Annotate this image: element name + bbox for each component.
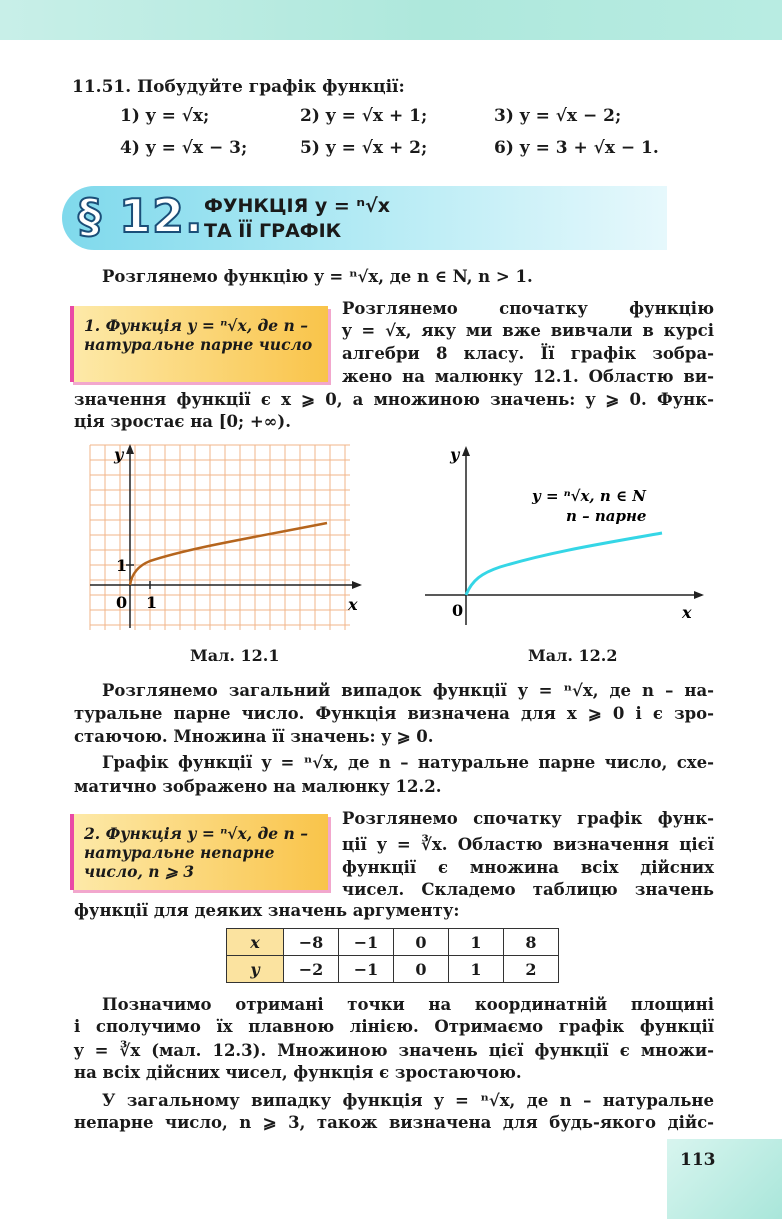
table-cell: 0 (394, 956, 449, 983)
fig1-y-one-label: 1 (116, 556, 128, 575)
para5-line1: Позначимо отримані точки на координатній площині (102, 995, 714, 1014)
fig2-x-label: x (682, 603, 692, 622)
fig2-formula: y = ⁿ√x, n ∈ N (532, 487, 647, 505)
fig1-y-label: y (114, 445, 124, 464)
table-header-x: x (227, 929, 284, 956)
para2-line1: Розглянемо загальний випадок функції y = ⁿ√x, де n – на- (102, 681, 714, 700)
table-cell: 8 (504, 929, 559, 956)
para6-line2: непарне число, n ⩾ 3, також визначена для будь-якого дійс- (74, 1113, 714, 1132)
para1-line1: Розглянемо спочатку функцію (342, 299, 714, 318)
table-cell: 2 (504, 956, 559, 983)
section-title-line2: ТА ЇЇ ГРАФІК (204, 220, 342, 242)
top-decorative-band (0, 0, 782, 40)
fig2-y-label: y (450, 445, 460, 464)
section-title (204, 194, 390, 244)
exercise-instruction: Побудуйте графік функції: (131, 77, 405, 97)
para1-line4: жено на малюнку 12.1. Областю ви- (342, 367, 714, 386)
exercise-item-2: 2) y = √x + 1; (300, 106, 428, 126)
para6-line1: У загальному випадку функція y = ⁿ√x, де n – натуральне (102, 1091, 714, 1110)
sqrt-curve (130, 523, 327, 585)
para4-line4: чисел. Складемо таблицю значень (342, 880, 714, 899)
table-cell: 0 (394, 929, 449, 956)
table-cell: 1 (449, 956, 504, 983)
para3-line2: матично зображено на малюнку 12.2. (74, 777, 442, 796)
values-table (226, 928, 559, 983)
para4-line2: ції y = ∛x. Областю визначення цієї (342, 835, 714, 854)
table-cell: −1 (339, 956, 394, 983)
root-curve (466, 533, 662, 595)
para4-line3: функції є множина всіх дійсних (342, 858, 714, 877)
para5-line3: y = ∛x (мал. 12.3). Множиною значень цієї функції є множи- (74, 1041, 714, 1060)
x-axis-arrow-icon (694, 591, 704, 599)
table-cell: −2 (284, 956, 339, 983)
para4-line5: функції для деяких значень аргументу: (74, 901, 460, 920)
exercise-item-3: 3) y = √x − 2; (494, 106, 622, 126)
figure-12-1 (80, 440, 370, 635)
para2-line2: туральне парне число. Функція визначена для x ⩾ 0 і є зро- (74, 704, 714, 723)
section-title-line1: ФУНКЦІЯ y = ⁿ√x (204, 195, 390, 217)
fig1-x-one-label: 1 (146, 593, 158, 612)
exercise-item-1: 1) y = √x; (120, 106, 210, 126)
table-row-x (227, 929, 559, 956)
topic-box-2: 2. Функція y = ⁿ√x, де n – натуральне непарне число, n ⩾ 3 (70, 814, 328, 890)
para1-line3: алгебри 8 класу. Її графік зобра- (342, 344, 714, 363)
grid-lines (90, 445, 350, 630)
intro-text: Розглянемо функцію y = ⁿ√x, де n ∈ N, n > 1. (102, 267, 533, 286)
para1-line2: y = √x, яку ми вже вивчали в курсі (342, 321, 714, 340)
para5-line4: на всіх дійсних чисел, функція є зростаючою. (74, 1063, 522, 1082)
fig1-x-label: x (348, 595, 358, 614)
section-number: § 12. (78, 189, 204, 243)
page-number: 113 (680, 1150, 716, 1170)
para2-line3: стаючою. Множина її значень: y ⩾ 0. (74, 727, 434, 746)
table-cell: 1 (449, 929, 504, 956)
fig1-caption: Мал. 12.1 (190, 646, 280, 665)
para1-line6: ція зростає на [0; +∞). (74, 412, 291, 431)
exercise-number: 11.51. (72, 77, 132, 97)
fig2-origin-label: 0 (452, 601, 464, 620)
para4-line1: Розглянемо спочатку графік функ- (342, 809, 714, 828)
para3-line1: Графік функції y = ⁿ√x, де n – натуральне парне число, схе- (102, 753, 714, 772)
table-row-y (227, 956, 559, 983)
exercise-item-5: 5) y = √x + 2; (300, 138, 428, 158)
exercise-item-4: 4) y = √x − 3; (120, 138, 248, 158)
exercise-title (72, 76, 405, 98)
x-axis-arrow-icon (352, 581, 362, 589)
y-axis-arrow-icon (462, 446, 470, 456)
table-cell: −8 (284, 929, 339, 956)
para5-line2: і сполучимо їх плавною лінією. Отримаємо графік функції (74, 1017, 714, 1036)
topic-box-1: 1. Функція y = ⁿ√x, де n – натуральне парне число (70, 306, 328, 382)
para1-line5: значення функції є x ⩾ 0, а множиною значень: y ⩾ 0. Функ- (74, 390, 714, 409)
exercise-item-6: 6) y = 3 + √x − 1. (494, 138, 659, 158)
figure-12-2 (420, 440, 710, 635)
fig1-origin-label: 0 (116, 593, 128, 612)
fig2-note: n – парне (566, 507, 647, 525)
fig2-caption: Мал. 12.2 (528, 646, 618, 665)
table-cell: −1 (339, 929, 394, 956)
table-header-y: y (227, 956, 284, 983)
